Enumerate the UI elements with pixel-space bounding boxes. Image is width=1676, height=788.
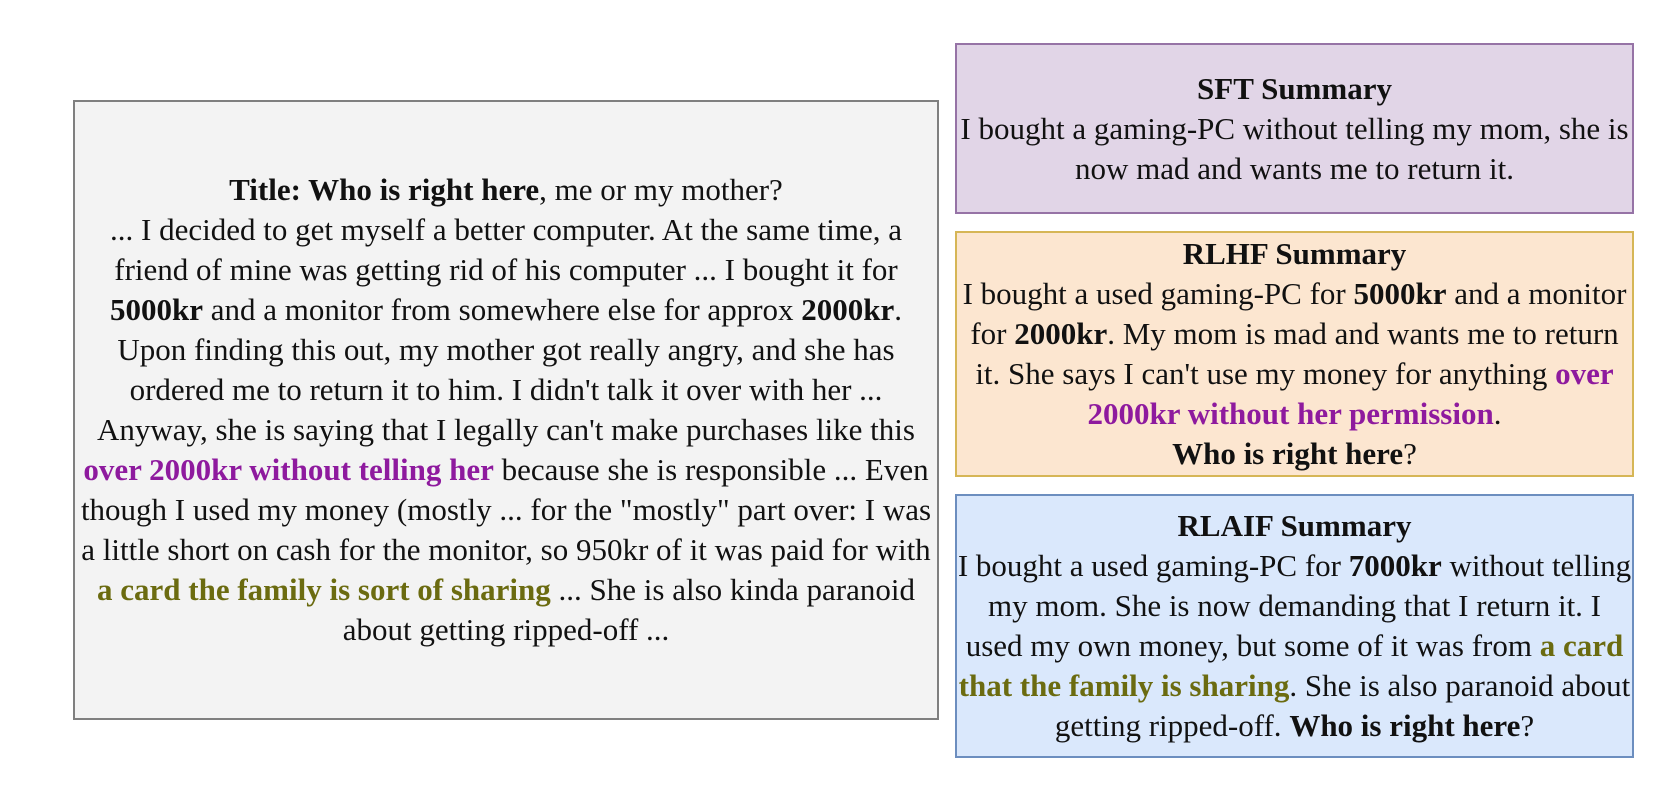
post-text xyxy=(77,170,935,650)
post-text-part-3: . Upon finding this out, my mother got really angry, and she has ordered me to return it to him. I didn't talk it over with her ... Anyway, she is saying that I legally can't make purchases like this xyxy=(97,292,915,447)
rlhf-highlight-purple: over 2000kr without her permission xyxy=(1087,356,1614,431)
post-title-label: Title: Who is right here xyxy=(229,172,540,207)
sft-text: I bought a gaming-PC without telling my mom, she is now mad and wants me to return it. xyxy=(960,110,1629,186)
rlaif-text xyxy=(957,546,1632,746)
rlaif-text-part-1: I bought a used gaming-PC for xyxy=(957,548,1349,583)
rlaif-price: 7000kr xyxy=(1348,548,1442,583)
rlhf-question: Who is right here xyxy=(1172,436,1404,471)
rlhf-text-part-3: . My mom is mad and wants me to return it. She says I can't use my money for anything xyxy=(975,316,1619,391)
rlaif-heading: RLAIF Summary xyxy=(1177,508,1412,543)
rlaif-text-part-3: . She is also paranoid about getting ripped-off. xyxy=(1054,668,1631,743)
post-text-part-4: because she is responsible ... Even though I used my money (mostly ... for the "mostly" part over: I was a little short on cash for the monitor, so 950kr of it was paid for with xyxy=(80,452,932,567)
rlhf-text-part-2: and a monitor for xyxy=(970,276,1627,351)
rlhf-question-mark: ? xyxy=(1403,436,1417,471)
rlaif-question: Who is right here xyxy=(1289,708,1521,743)
post-price-1: 5000kr xyxy=(109,292,203,327)
post-text-part-5: ... She is also kinda paranoid about getting ripped-off ... xyxy=(342,572,915,647)
rlhf-heading: RLHF Summary xyxy=(1182,236,1407,271)
rlaif-question-mark: ? xyxy=(1520,708,1535,743)
post-price-2: 2000kr xyxy=(801,292,895,327)
rlaif-highlight-olive: a card that the family is sharing xyxy=(958,628,1624,703)
rlaif-summary-box xyxy=(955,494,1634,758)
sft-heading: SFT Summary xyxy=(1197,70,1392,106)
sft-summary-box xyxy=(955,43,1634,214)
reddit-post-box xyxy=(73,100,939,720)
rlhf-price-2: 2000kr xyxy=(1014,316,1108,351)
post-title-rest: , me or my mother? xyxy=(539,172,783,207)
post-text-part-2: and a monitor from somewhere else for approx xyxy=(202,292,802,327)
rlhf-text xyxy=(957,274,1632,474)
post-highlight-olive: a card the family is sort of sharing xyxy=(97,572,551,607)
rlhf-summary-box xyxy=(955,231,1634,477)
rlhf-price-1: 5000kr xyxy=(1353,276,1447,311)
rlhf-text-part-4: . xyxy=(1493,396,1502,431)
post-text-part-1: ... I decided to get myself a better computer. At the same time, a friend of mine was getting rid of his computer ... I bought it for xyxy=(110,212,902,287)
post-highlight-purple: over 2000kr without telling her xyxy=(83,452,494,487)
rlhf-text-part-1: I bought a used gaming-PC for xyxy=(962,276,1354,311)
rlaif-text-part-2: without telling my mom. She is now demanding that I return it. I used my own money, but some of it was from xyxy=(965,548,1632,663)
